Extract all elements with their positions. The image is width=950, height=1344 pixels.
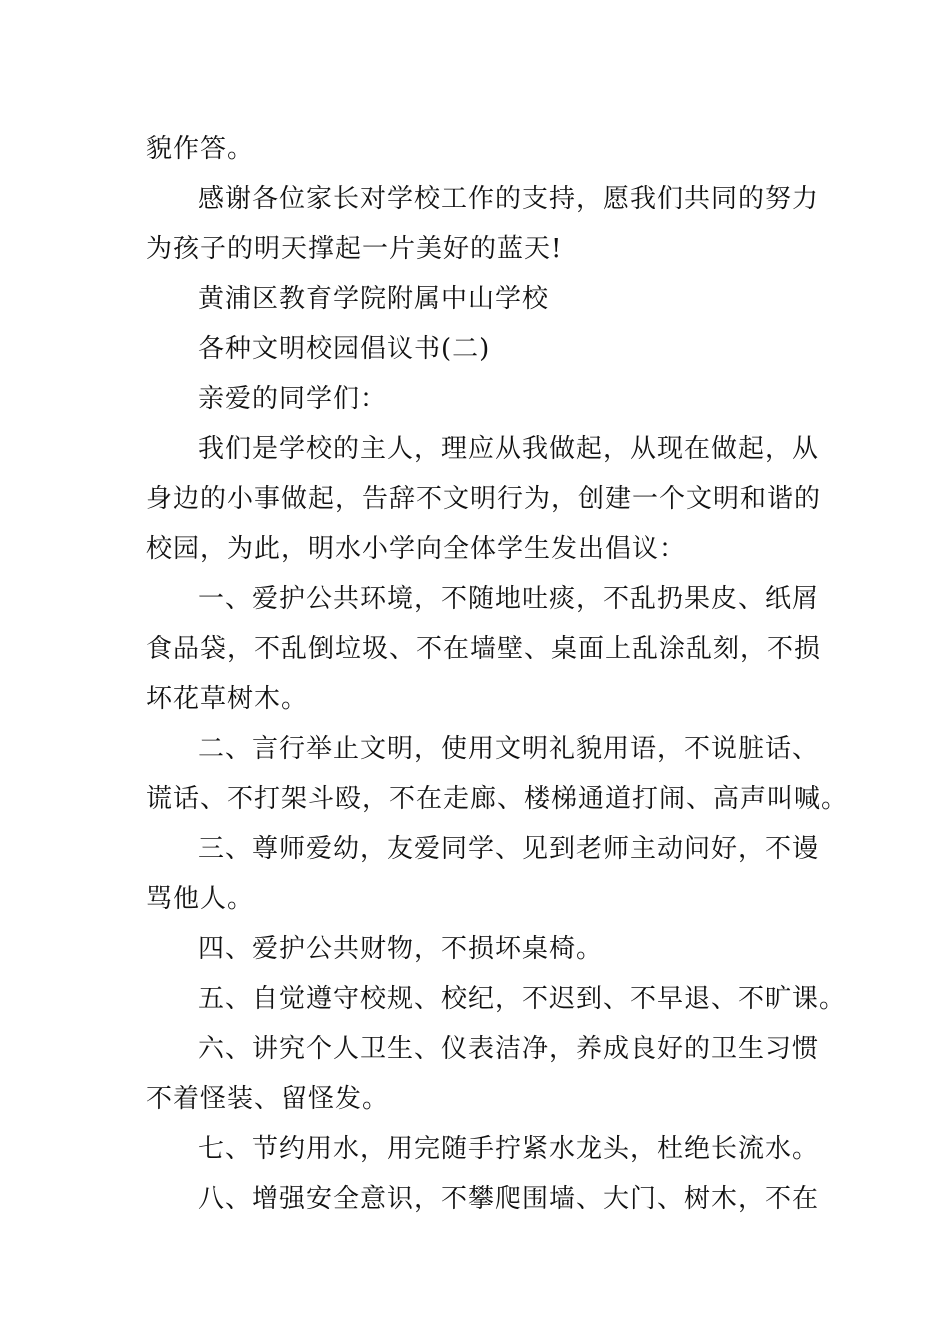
text-line: 为孩子的明天撑起一片美好的蓝天! [146,234,563,264]
proposal-item-6: 六、讲究个人卫生、仪表洁净，养成良好的卫生习惯 [198,1034,820,1064]
proposal-item-3: 三、尊师爱幼，友爱同学、见到老师主动问好，不谩 [198,834,820,864]
text-line: 身边的小事做起，告辞不文明行为，创建一个文明和谐的 [146,484,822,514]
text-line: 我们是学校的主人，理应从我做起，从现在做起，从 [198,434,820,464]
proposal-item-2: 二、言行举止文明，使用文明礼貌用语，不说脏话、 [198,734,820,764]
text-line: 骂他人。 [146,884,255,914]
text-line: 食品袋，不乱倒垃圾、不在墙壁、桌面上乱涂乱刻，不损 [146,634,822,664]
text-line: 谎话、不打架斗殴，不在走廊、楼梯通道打闹、高声叫喊。 [146,784,849,814]
salutation: 亲爱的同学们： [198,384,388,414]
proposal-item-8: 八、增强安全意识，不攀爬围墙、大门、树木，不在 [198,1184,820,1214]
proposal-item-5: 五、自觉遵守校规、校纪，不迟到、不早退、不旷课。 [198,984,847,1014]
signature-school-name: 黄浦区教育学院附属中山学校 [198,284,550,314]
section-title: 各种文明校园倡议书(二) [198,334,491,364]
text-line: 貌作答。 [146,134,255,164]
text-line: 感谢各位家长对学校工作的支持，愿我们共同的努力 [198,184,820,214]
proposal-item-7: 七、节约用水，用完随手拧紧水龙头，杜绝长流水。 [198,1134,820,1164]
text-line: 不着怪装、留怪发。 [146,1084,390,1114]
text-line: 校园，为此，明水小学向全体学生发出倡议： [146,534,687,564]
proposal-item-1: 一、爱护公共环境，不随地吐痰，不乱扔果皮、纸屑 [198,584,820,614]
proposal-item-4: 四、爱护公共财物，不损坏桌椅。 [198,934,604,964]
document-body [146,124,849,1224]
text-line: 坏花草树木。 [146,684,309,714]
